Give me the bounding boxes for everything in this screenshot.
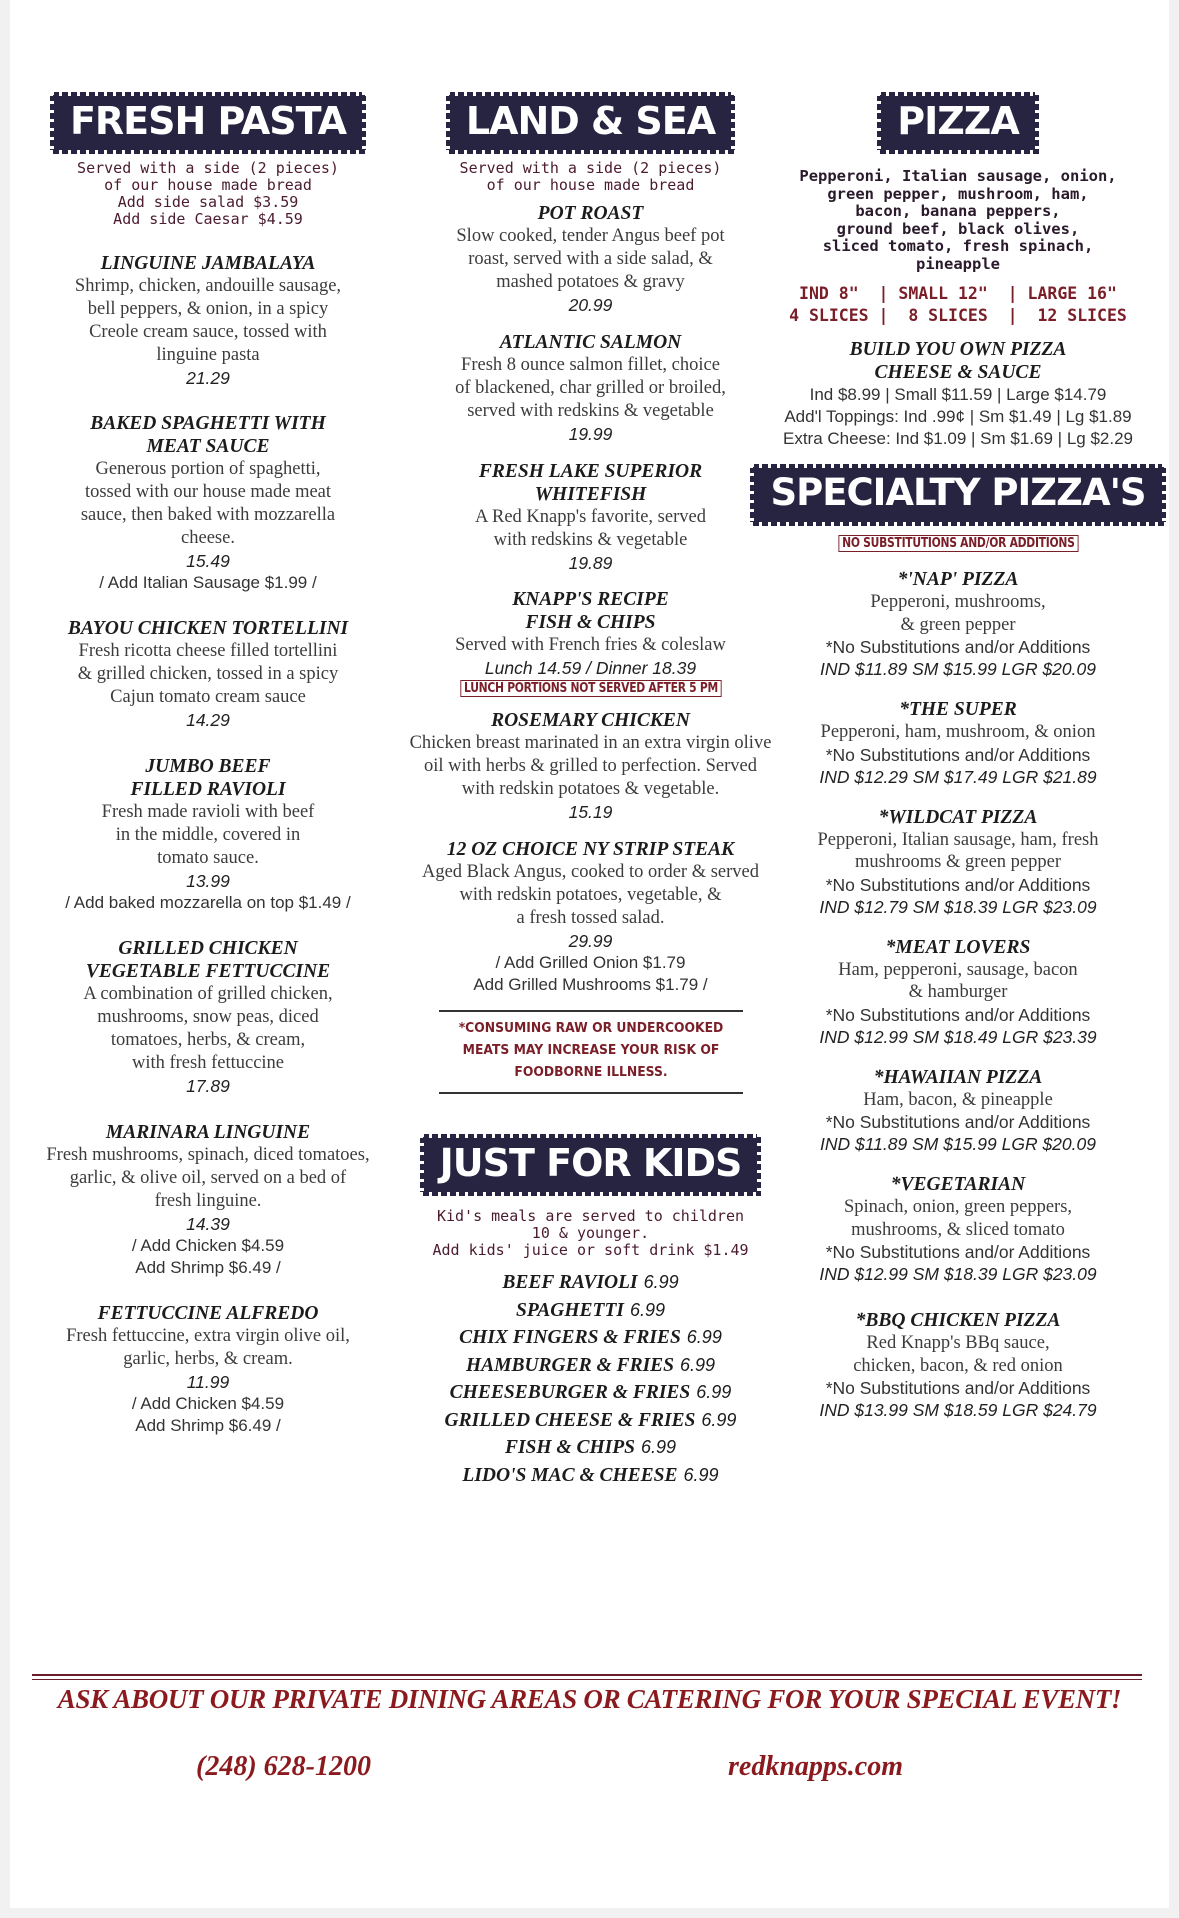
kids-item: SPAGHETTI 6.99 [515, 1299, 666, 1321]
item-desc: Slow cooked, tender Angus beef pot roast, served with a side salad, & mashed potatoes & gravy [456, 226, 725, 292]
pasta-item [14, 1121, 402, 1279]
website-link[interactable]: redknapps.com [728, 1751, 903, 1782]
pasta-item [14, 755, 402, 914]
item-price: 13.99 [186, 871, 230, 891]
kids-item: HAMBURGER & FRIES 6.99 [465, 1354, 716, 1376]
item-addon: / Add Chicken $4.59 Add Shrimp $6.49 / [131, 1236, 285, 1277]
item-name: ROSEMARY CHICKEN [491, 710, 690, 731]
item-desc: Served with French fries & coleslaw [455, 635, 726, 655]
specialty-title: SPECIALTY PIZZA'S [770, 471, 1146, 514]
landsea-item [403, 709, 778, 823]
build-desc: Ind $8.99 | Small $11.59 | Large $14.79 Add'l Toppings: Ind .99¢ | Sm $1.49 | Lg $1.89 Extra Cheese: Ind $1.09 | Sm $1.69 | Lg $2.29 [782, 385, 1133, 448]
footer-message: ASK ABOUT OUR PRIVATE DINING AREAS OR CATERING FOR YOUR SPECIAL EVENT! [57, 1684, 1122, 1714]
pizza-sizes: IND 8" | SMALL 12" | LARGE 16" 4 SLICES | 8 SLICES | 12 SLICES [789, 284, 1127, 325]
landsea-banner [446, 92, 735, 154]
item-name: ATLANTIC SALMON [499, 332, 682, 353]
pasta-title: FRESH PASTA [69, 99, 347, 143]
item-addon: / Add Italian Sausage $1.99 / [99, 573, 317, 592]
pasta-item [14, 617, 402, 731]
item-name: FETTUCCINE ALFREDO [97, 1303, 319, 1324]
pizza-column [745, 92, 1171, 1421]
item-name: 12 OZ CHOICE NY STRIP STEAK [446, 839, 735, 860]
footer-divider [32, 1674, 1142, 1680]
specialty-item: *WILDCAT PIZZA Pepperoni, Italian sausage, ham, fresh mushrooms & green pepper *No Substitutions and/or Additions IND $12.79 SM $18.39 LGR $23.09 [817, 806, 1099, 917]
kids-item: BEEF RAVIOLI 6.99 [502, 1272, 679, 1293]
landsea-item [403, 838, 778, 996]
specialty-item: *MEAT LOVERS Ham, pepperoni, sausage, bacon & hamburger *No Substitutions and/or Additions IND $12.99 SM $18.49 LGR $23.39 [819, 936, 1097, 1047]
specialty-warning-wrap [745, 534, 1171, 552]
landsea-item [403, 460, 778, 574]
landsea-item [403, 202, 778, 316]
specialty-banner [750, 464, 1165, 526]
item-price: Lunch 14.59 / Dinner 18.39 [484, 658, 697, 678]
pizza-toppings: Pepperoni, Italian sausage, onion, green pepper, mushroom, ham, bacon, banana peppers, ground beef, black olives, sliced tomato, fresh spinach, pineapple [799, 167, 1117, 273]
kids-banner [420, 1134, 762, 1196]
kids-title: JUST FOR KIDS [439, 1141, 742, 1185]
kids-note: Kid's meals are served to children 10 & younger. Add kids' juice or soft drink $1.49 [432, 1207, 749, 1259]
landsea-column [403, 92, 778, 1489]
item-desc: Fresh made ravioli with beef in the middle, covered in tomato sauce. [101, 802, 315, 868]
item-addon: / Add Chicken $4.59 Add Shrimp $6.49 / [131, 1394, 285, 1435]
phone-number[interactable]: (248) 628-1200 [196, 1751, 371, 1782]
item-desc: Aged Black Angus, cooked to order & served with redskin potatoes, vegetable, & a fresh tossed salad. [421, 862, 760, 928]
item-desc: Chicken breast marinated in an extra virgin olive oil with herbs & grilled to perfection. Served with redskin potatoes & vegetable. [409, 733, 772, 799]
lunch-warning: LUNCH PORTIONS NOT SERVED AFTER 5 PM [460, 680, 721, 697]
pasta-column [14, 92, 402, 1437]
item-name: LINGUINE JAMBALAYA [100, 253, 316, 274]
item-name: GRILLED CHICKEN VEGETABLE FETTUCCINE [85, 938, 331, 982]
item-price: 14.29 [186, 710, 230, 730]
specialty-item: *HAWAIIAN PIZZA Ham, bacon, & pineapple *No Substitutions and/or Additions IND $11.89 SM $15.99 LGR $20.09 [820, 1066, 1096, 1154]
item-price: 15.49 [186, 551, 230, 571]
landsea-item [403, 588, 778, 697]
item-price: 19.89 [568, 553, 613, 573]
item-name: MARINARA LINGUINE [105, 1122, 311, 1143]
item-price: 20.99 [568, 295, 613, 315]
specialty-item: *BBQ CHICKEN PIZZA Red Knapp's BBq sauce, chicken, bacon, & red onion *No Substitutions and/or Additions IND $13.99 SM $18.59 LGR $24.79 [819, 1310, 1097, 1420]
pasta-banner [50, 92, 366, 154]
item-desc: A combination of grilled chicken, mushrooms, snow peas, diced tomatoes, herbs, & cream, with fresh fettuccine [83, 984, 333, 1073]
landsea-title: LAND & SEA [465, 99, 716, 143]
item-name: KNAPP'S RECIPE FISH & CHIPS [512, 589, 669, 633]
specialty-item: *'NAP' PIZZA Pepperoni, mushrooms, & green pepper *No Substitutions and/or Additions IND $11.89 SM $15.99 LGR $20.09 [820, 569, 1096, 679]
item-price: 19.99 [568, 424, 613, 444]
item-desc: Fresh 8 ounce salmon fillet, choice of blackened, char grilled or broiled, served with redskins & vegetable [455, 355, 726, 421]
item-name: BAYOU CHICKEN TORTELLINI [67, 618, 349, 639]
specialty-warning: NO SUBSTITUTIONS AND/OR ADDITIONS [838, 535, 1078, 552]
pizza-title: PIZZA [897, 99, 1019, 143]
item-desc: Shrimp, chicken, andouille sausage, bell peppers, & onion, in a spicy Creole cream sauce, tossed with linguine pasta [74, 276, 342, 365]
specialty-item: *THE SUPER Pepperoni, ham, mushroom, & onion *No Substitutions and/or Additions IND $12.29 SM $17.49 LGR $21.89 [819, 699, 1097, 787]
item-addon: / Add Grilled Onion $1.79 Add Grilled Mushrooms $1.79 / [473, 953, 708, 994]
pizza-banner [877, 92, 1039, 154]
item-price: 17.89 [186, 1076, 230, 1096]
pasta-item [14, 937, 402, 1097]
kids-item: FISH & CHIPS 6.99 [504, 1437, 677, 1458]
pasta-item [14, 252, 402, 389]
consume-warning: *CONSUMING RAW OR UNDERCOOKED MEATS MAY INCREASE YOUR RISK OF FOODBORNE ILLNESS. [439, 1010, 743, 1094]
item-price: 11.99 [186, 1372, 230, 1392]
kids-item: CHIX FINGERS & FRIES 6.99 [459, 1327, 722, 1348]
item-desc: Fresh mushrooms, spinach, diced tomatoes, garlic, & olive oil, served on a bed of fresh linguine. [46, 1145, 370, 1211]
item-desc: Generous portion of spaghetti, tossed with our house made meat sauce, then baked with mozzarella cheese. [80, 459, 336, 548]
item-price: 29.99 [568, 931, 613, 951]
item-name: BAKED SPAGHETTI WITH MEAT SAUCE [90, 413, 326, 457]
item-desc: Fresh ricotta cheese filled tortellini & grilled chicken, tossed in a spicy Cajun tomato cream sauce [77, 641, 339, 707]
pasta-item [14, 412, 402, 594]
item-desc: Fresh fettuccine, extra virgin olive oil, garlic, herbs, & cream. [66, 1326, 350, 1369]
landsea-note: Served with a side (2 pieces) of our house made bread [459, 159, 722, 194]
pasta-item [14, 1302, 402, 1437]
item-addon: / Add baked mozzarella on top $1.49 / [65, 893, 351, 912]
kids-item: CHEESEBURGER & FRIES 6.99 [449, 1382, 732, 1403]
item-desc: A Red Knapp's favorite, served with redskins & vegetable [475, 507, 706, 550]
item-price: 21.29 [186, 368, 230, 388]
kids-item: LIDO'S MAC & CHEESE 6.99 [462, 1464, 719, 1486]
build-title: BUILD YOU OWN PIZZA CHEESE & SAUCE [849, 339, 1067, 383]
specialty-item: *VEGETARIAN Spinach, onion, green peppers, mushrooms, & sliced tomato *No Substitutions and/or Additions IND $12.99 SM $18.39 LGR $23.09 [819, 1174, 1097, 1284]
item-name: POT ROAST [537, 203, 644, 224]
item-price: 15.19 [568, 802, 613, 822]
item-name: FRESH LAKE SUPERIOR WHITEFISH [478, 461, 703, 505]
landsea-item [403, 331, 778, 445]
pasta-note: Served with a side (2 pieces) of our house made bread Add side salad $3.59 Add side Caesar $4.59 [77, 159, 339, 228]
kids-item: GRILLED CHEESE & FRIES 6.99 [444, 1409, 737, 1431]
kids-list [403, 1269, 778, 1489]
item-price: 14.39 [186, 1214, 230, 1234]
item-name: JUMBO BEEF FILLED RAVIOLI [130, 756, 286, 800]
